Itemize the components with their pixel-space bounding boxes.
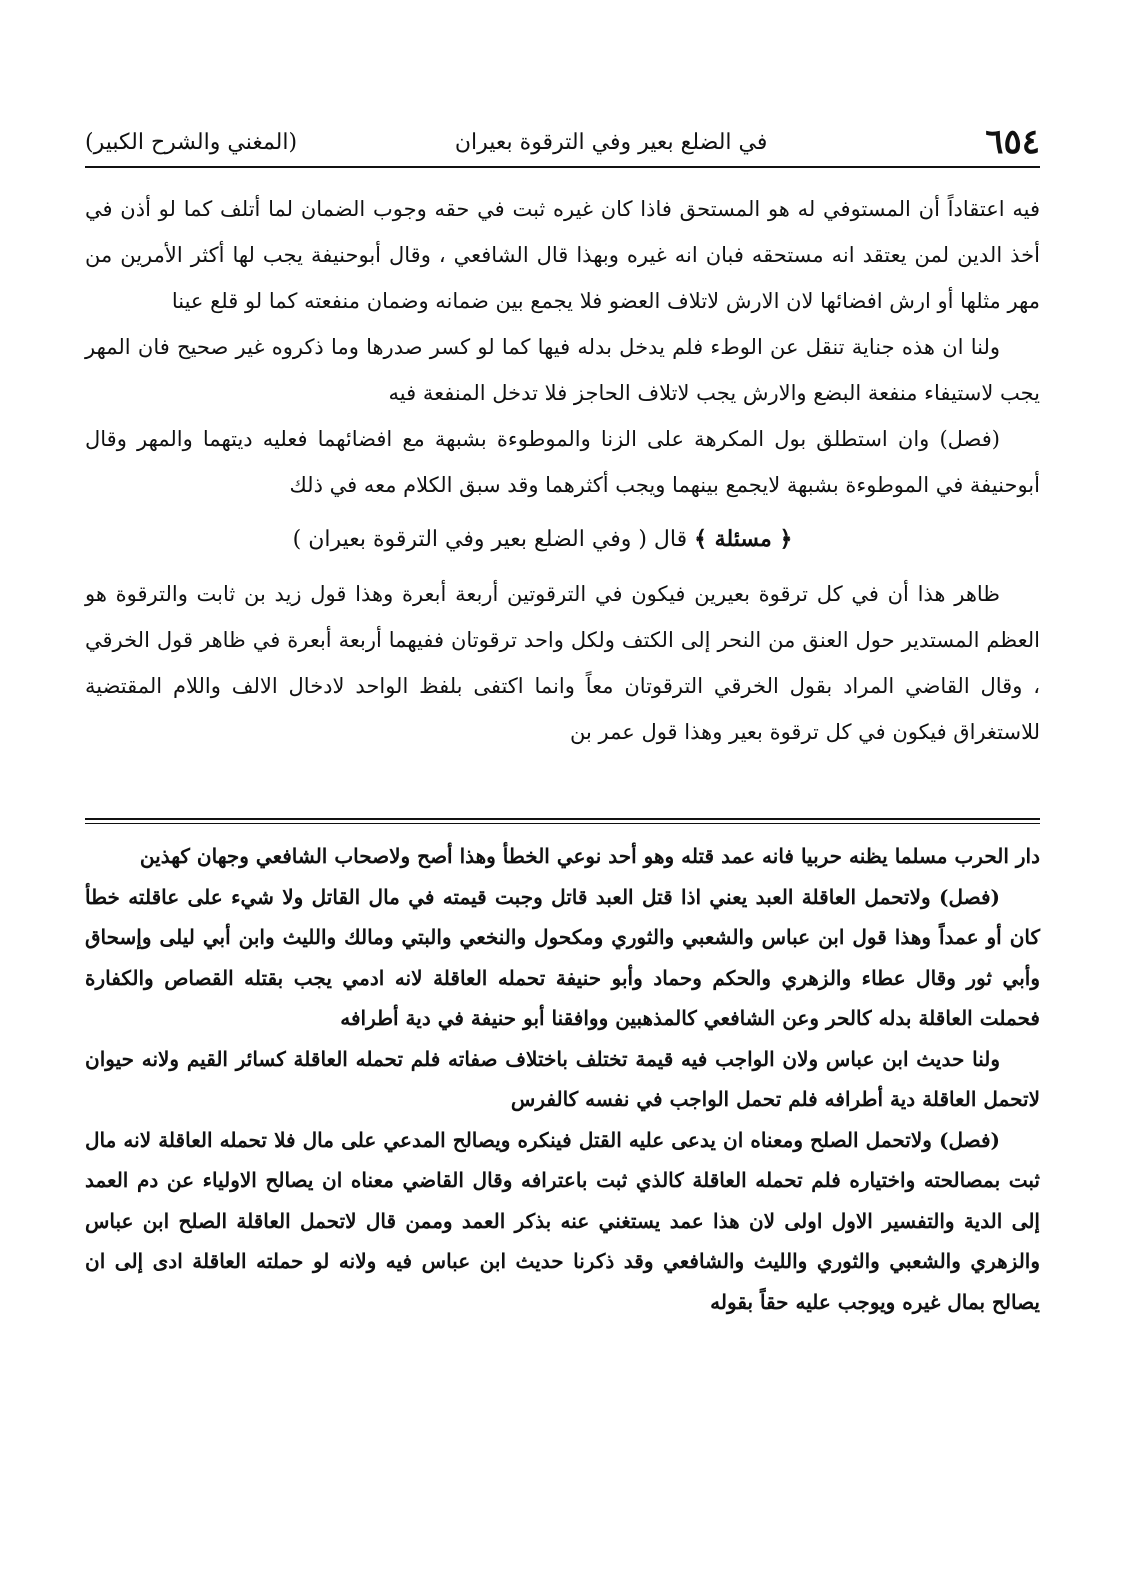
main-paragraph: ولنا ان هذه جناية تنقل عن الوطء فلم يدخل بدله فيها كما لو كسر صدرها وما ذكروه غير صحيح فان المهر يجب لاستيفاء منفعة البضع والارش يجب لاتلاف الحاجز فلا تدخل المنفعة فيه xyxy=(85,335,1040,405)
section-divider xyxy=(85,818,1040,824)
commentary-paragraph: (فصل) ولاتحمل الصلح ومعناه ان يدعى عليه القتل فينكره ويصالح المدعي على مال فلا تحمله العاقلة لانه مال ثبت بمصالحته واختياره فلم تحمله العاقلة كالذي ثبت باعترافه وقال القاضي معناه ان يصالح الاولياء عن دم العمد إلى الدية والتفسير الاول اولى لان هذا عمد يستغني عنه بذكر العمد وممن قال لاتحمل العاقلة الصلح ابن عباس والزهري والشعبي والثوري والليث والشافعي وقد ذكرنا حديث ابن عباس فيه ولانه لو حملته العاقلة ادى إلى ان يصالح بمال غيره ويوجب عليه حقاً بقوله xyxy=(85,1127,1040,1314)
running-header xyxy=(85,118,1040,168)
commentary-paragraph: ولنا حديث ابن عباس ولان الواجب فيه قيمة تختلف باختلاف صفاته فلم تحمله العاقلة كسائر القيم ولانه حيوان لاتحمل العاقلة دية أطرافه فلم تحمل الواجب في نفسه كالفرس xyxy=(85,1046,1040,1111)
commentary-text xyxy=(85,836,1040,1322)
main-paragraph: ظاهر هذا أن في كل ترقوة بعيرين فيكون في الترقوتين أربعة أبعرة وهذا قول زيد بن ثابت والترقوة هو العظم المستدير حول العنق من النحر إلى الكتف ولكل واحد ترقوتان ففيهما أربعة أبعرة في ظاهر قول الخرقي ، وقال القاضي المراد بقول الخرقي الترقوتان معاً وانما اكتفى بلفظ الواحد لادخال الالف واللام المقتضية للاستغراق فيكون في كل ترقوة بعير وهذا قول عمر بن xyxy=(85,582,1040,744)
commentary-paragraph: (فصل) ولاتحمل العاقلة العبد يعني اذا قتل العبد قاتل وجبت قيمته في مال القاتل ولا شيء على عاقلته خطأ كان أو عمداً وهذا قول ابن عباس والشعبي والثوري ومكحول والنخعي والبتي ومالك والليث وابن أبي ليلى وإسحاق وأبي ثور وقال عطاء والزهري والحكم وحماد وأبو حنيفة تحمله العاقلة لانه ادمي يجب بقتله القصاص والكفارة فحملت العاقلة بدله كالحر وعن الشافعي كالمذهبين ووافقنا أبو حنيفة في دية أطرافه xyxy=(85,884,1040,1030)
main-paragraph: فيه اعتقاداً أن المستوفي له هو المستحق فاذا كان غيره ثبت في حقه وجوب الضمان لما أتلف كما لو أذن في أخذ الدين لمن يعتقد انه مستحقه فبان انه غيره وبهذا قال الشافعي ، وقال أبوحنيفة يجب لها أكثر الأمرين من مهر مثلها أو ارش افضائها لان الارش لاتلاف العضو فلا يجمع بين ضمانه وضمان منفعته كما لو قلع عينا xyxy=(85,197,1040,313)
main-paragraph: (فصل) وان استطلق بول المكرهة على الزنا والموطوءة بشبهة مع افضائهما فعليه ديتهما والمهر وقال أبوحنيفة في الموطوءة بشبهة لايجمع بينهما ويجب أكثرهما وقد سبق الكلام معه في ذلك xyxy=(85,427,1040,497)
main-text xyxy=(85,186,1040,755)
book-title: (المغني والشرح الكبير) xyxy=(85,129,298,155)
masala-label: ﴿ مسئلة ﴾ xyxy=(694,526,793,552)
commentary-paragraph: دار الحرب مسلما يظنه حربيا فانه عمد قتله وهو أحد نوعي الخطأ وهذا أصح ولاصحاب الشافعي وجهان كهذين xyxy=(139,844,1040,868)
page-number: ٦٥٤ xyxy=(985,122,1040,162)
masala-text: قال ( وفي الضلع بعير وفي الترقوة بعيران ) xyxy=(292,527,688,552)
section-title: في الضلع بعير وفي الترقوة بعيران xyxy=(454,129,768,155)
masala-heading xyxy=(85,516,1040,563)
